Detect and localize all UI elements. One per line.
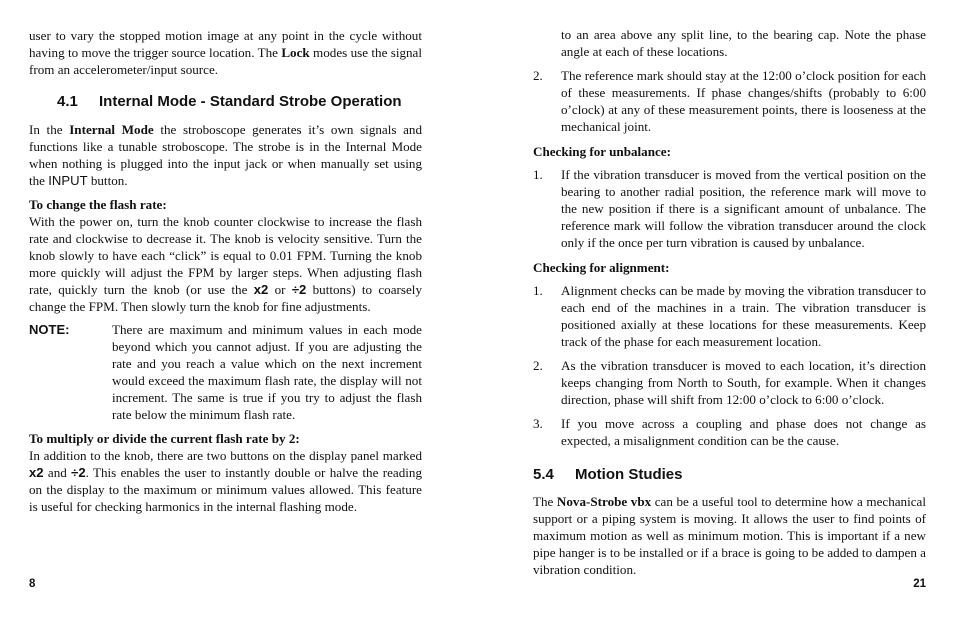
list-item: 1. If the vibration transducer is moved from the vertical position on the bearing to another radial position, the reference mark will move to the new position if there is a significant amount of unbalance. The reference mark will follow the vibration transducer around the clock only if the once per turn vibration is caused by unbalance. [533, 167, 926, 250]
change-rate-paragraph: With the power on, turn the knob counter clockwise to increase the flash rate and clockwise to decrease it. The knob is velocity sensitive. Turn the knob slowly to have each “click” is equal to 0.01 FPM. Turning the knob more quickly will adjust the FPM by larger steps. When adjusting flash rate, quickly turn the knob (or use the x2 or ÷2 buttons) to coarsely change the FPM. Then slowly turn the knob for fine adjustments. [29, 214, 422, 314]
intro-paragraph: user to vary the stopped motion image at any point in the cycle without having to move the trigger source location. The Lock modes use the signal from an accelerometer/input source. [29, 28, 422, 77]
note-label: NOTE: [29, 322, 70, 337]
x2-key-label: x2 [253, 282, 269, 297]
unbalance-heading: Checking for unbalance: [533, 144, 671, 159]
note-text: There are maximum and minimum values in each mode beyond which you cannot adjust. If you are adjusting the rate and you reach a value which on the next increment would exceed the maximum flash rate, the display will not increment. The same is true if you try to adjust the flash rate below the minimum flash rate. [112, 322, 422, 422]
multiply-paragraph: In addition to the knob, there are two buttons on the display panel marked x2 and ÷2. This enables the user to instantly double or halve the reading on the display to the maximum or minimum values allowed. This feature is useful for checking harmonics in the internal flashing mode. [29, 448, 423, 514]
change-rate-heading: To change the flash rate: [29, 197, 167, 212]
list-item-continued: to an area above any split line, to the bearing cap. Note the phase angle at each of these locations. [561, 27, 926, 59]
list-item: 2. The reference mark should stay at the 12:00 o’clock position for each of these measurements. If phase changes/shifts (probably to 6:00 o’clock) at any of these measurement points, there is looseness at the mechanical joint. [533, 68, 926, 134]
section-heading-5-4: 5.4 Motion Studies [533, 466, 683, 483]
internal-mode-paragraph: In the Internal Mode the stroboscope generates it’s own signals and functions like a tunable stroboscope. The strobe is in the Internal Mode when nothing is plugged into the input jack or when manually set using the INPUT button. [29, 122, 423, 188]
list-item: 3. If you move across a coupling and phase does not change as expected, a misalignment condition can be the cause. [533, 416, 926, 448]
note-block [29, 321, 422, 423]
multiply-heading: To multiply or divide the current flash rate by 2: [29, 431, 300, 446]
page-number-right: 21 [913, 578, 926, 590]
alignment-heading: Checking for alignment: [533, 260, 670, 275]
list-item: 2. As the vibration transducer is moved to each location, it’s direction keeps changing from North to South, for example. When it changes direction, phase will shift from 12:00 o’clock to 6:00 o’clock. [533, 358, 926, 407]
motion-studies-paragraph: The Nova-Strobe vbx can be a useful tool to determine how a mechanical support or a piping system is moving. It allows the user to find points of maximum motion as well as minimum motion. This is important if a new pipe hanger is to be installed or if a brace is going to be added to dampen a vibration condition. [533, 494, 927, 577]
input-key-label: INPUT [48, 173, 88, 188]
section-heading-4-1: 4.1 Internal Mode - Standard Strobe Operation [57, 93, 402, 110]
list-item: 1. Alignment checks can be made by moving the vibration transducer to each end of the machines in a train. The vibration transducer is positioned axially at these locations for these measurements. Keep track of the phase for each measurement location. [533, 283, 926, 349]
x2-key-label: x2 [29, 465, 44, 480]
div2-key-label: ÷2 [291, 282, 307, 297]
div2-key-label: ÷2 [71, 465, 86, 480]
page-number-left: 8 [29, 578, 36, 590]
